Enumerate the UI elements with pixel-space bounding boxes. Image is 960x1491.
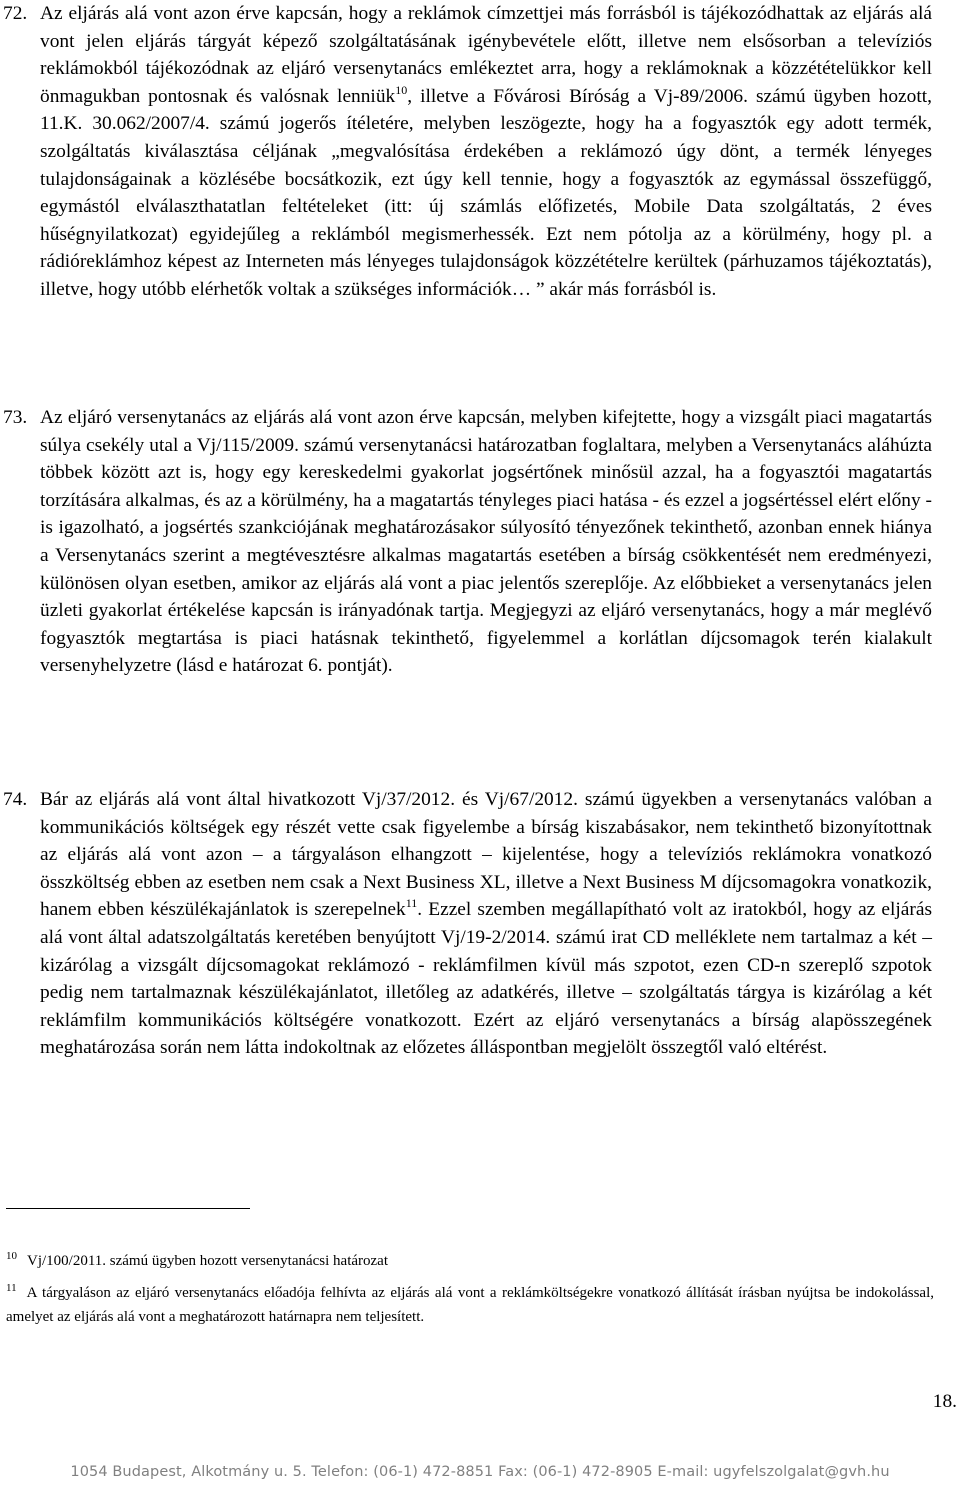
paragraph-text: [40, 786, 932, 1062]
paragraph-text-part: . Ezzel szemben megállapítható volt az iratokból, hogy az eljárás alá vont által adatszolgáltatás keretében benyújtott Vj/19-2/2014. számú irat CD melléklete nem tartalmaz a két – kizárólag a vizsgált díjcsomagokat reklámozó - reklámfilmen kívül más szpotot, ezen CD-n szereplő szpotok pedig nem tartalmaznak készülékajánlatot, illetőleg az adatkérés, illetve – szolgáltatás tárgya is kizárólag a két reklámfilm kommunikációs költségére vonatkozott. Ezért az eljáró versenytanács a bírság alapösszegének meghatározása során nem látta indokoltnak az előzetes álláspontban megjelölt összegtől való eltérést.: [40, 899, 932, 1059]
paragraph-text-part: Az eljárás alá vont azon érve kapcsán, hogy a reklámok címzettjei más forrásból is tájékozódhattak az eljárás alá vont jelen eljárás tárgyát képező szolgáltatásának igénybevétele előtt, illetve nem elsősorban a televíziós reklámokból tájékozódnak az eljáró versenytanács emlékeztet arra, hogy a reklámoknak a közzétételükkor kell önmagukban pontosnak és valósnak lenniük: [40, 3, 932, 107]
paragraph-73: [0, 404, 932, 680]
paragraph-text-part: , illetve a Fővárosi Bíróság a Vj-89/2006. számú ügyben hozott, 11.K. 30.062/2007/4. számú jogerős ítéletére, melyben leszögezte, hogy ha a fogyasztók egy adott termék, szolgáltatás kiválasztása céljának „megvalósítása érdekében a reklámozó úgy dönt, a termék lényeges tulajdonságainak a közlésébe bocsátkozik, ezt úgy kell tennie, hogy a fogyasztók az egymással összefüggő, egymástól elválaszthatatlan feltételeket (itt: új számlás előfizetés, Mobile Data szolgáltatás, 2 éves hűségnyilatkozat) egyidejűleg a reklámból megismerhessék. Ezt nem pótolja az a körülmény, hogy pl. a rádióreklámhoz képest az Interneten más lényeges tulajdonságok közzétételre kerültek (párhuzamos tájékoztatás), illetve, hogy utóbb elérhetők voltak a szükséges információk… ” akár más forrásból is.: [40, 85, 932, 300]
paragraph-number: 72.: [3, 3, 28, 24]
footnote-divider: [6, 1208, 250, 1209]
footnote-text: Vj/100/2011. számú ügyben hozott versenytanácsi határozat: [27, 1253, 389, 1269]
page-footer: 1054 Budapest, Alkotmány u. 5. Telefon: (06-1) 472-8851 Fax: (06-1) 472-8905 E-mail: ugyfelszolgalat@gvh.hu: [70, 1464, 890, 1480]
paragraph-number: 73.: [3, 407, 28, 428]
paragraph-number: 74.: [3, 789, 28, 810]
footnote-ref-11[interactable]: 11: [405, 896, 418, 911]
footnote-10: [6, 1250, 934, 1274]
footnote-11: [6, 1282, 934, 1329]
footnote-number: 11: [6, 1282, 17, 1294]
footnote-number: 10: [6, 1250, 17, 1262]
paragraph-text: [40, 0, 932, 304]
footnote-text: A tárgyaláson az eljáró versenytanács előadója felhívta az eljárás alá vont a reklámköltségekre vonatkozó állítását írásban nyújtsa be indokolással, amelyet az eljárás alá vont a meghatározott határnapra nem teljesített.: [6, 1285, 934, 1325]
paragraph-72: [0, 0, 932, 304]
page-number: 18.: [932, 1391, 957, 1412]
paragraph-74: [0, 786, 932, 1062]
paragraph-text-part: Bár az eljárás alá vont által hivatkozott Vj/37/2012. és Vj/67/2012. számú ügyekben a versenytanács valóban a kommunikációs költségek egy részét vette csak figyelembe a bírság kiszabásakor, nem tekinthető bizonyítottnak az eljárás alá vont azon – a tárgyaláson elhangzott – kijelentése, hogy a televíziós reklámokra vonatkozó összköltség ebben az esetben nem csak a Next Business XL, illetve a Next Business M díjcsomagokra vonatkozik, hanem ebben készülékajánlatok is szerepelnek: [40, 789, 932, 921]
paragraph-text: Az eljáró versenytanács az eljárás alá vont azon érve kapcsán, melyben kifejtette, hogy a vizsgált piaci magatartás súlya csekély utal a Vj/115/2009. számú versenytanácsi határozatban foglaltara, melyben a Versenytanács aláhúzta többek között azt is, hogy egy kereskedelmi gyakorlat jogsértőnek minősül azzal, ha a fogyasztói magatartás torzítására alkalmas, és az a körülmény, ha a magatartás tényleges piaci hatása - és ezzel a jogsértéssel elért előny - is igazolható, a jogsértés szankciójának meghatározásakor súlyosító tényezőnek tekinthető, azonban ennek hiánya a Versenytanács szerint a megtévesztésre alkalmas magatartás esetében a bírság csökkentését nem eredményezi, különösen olyan esetben, amikor az eljárás alá vont a piac jelentős szereplője. Az előbbieket a versenytanács jelen üzleti gyakorlat értékelése kapcsán is irányadónak tartja. Megjegyzi az eljáró versenytanács, hogy a már meglévő fogyasztók megtartása is piaci hatásnak tekinthető, figyelemmel a korlátlan díjcsomagok terén kialakult versenyhelyzetre (lásd e határozat 6. pontját).: [40, 407, 932, 677]
footnote-ref-10[interactable]: 10: [395, 82, 408, 97]
